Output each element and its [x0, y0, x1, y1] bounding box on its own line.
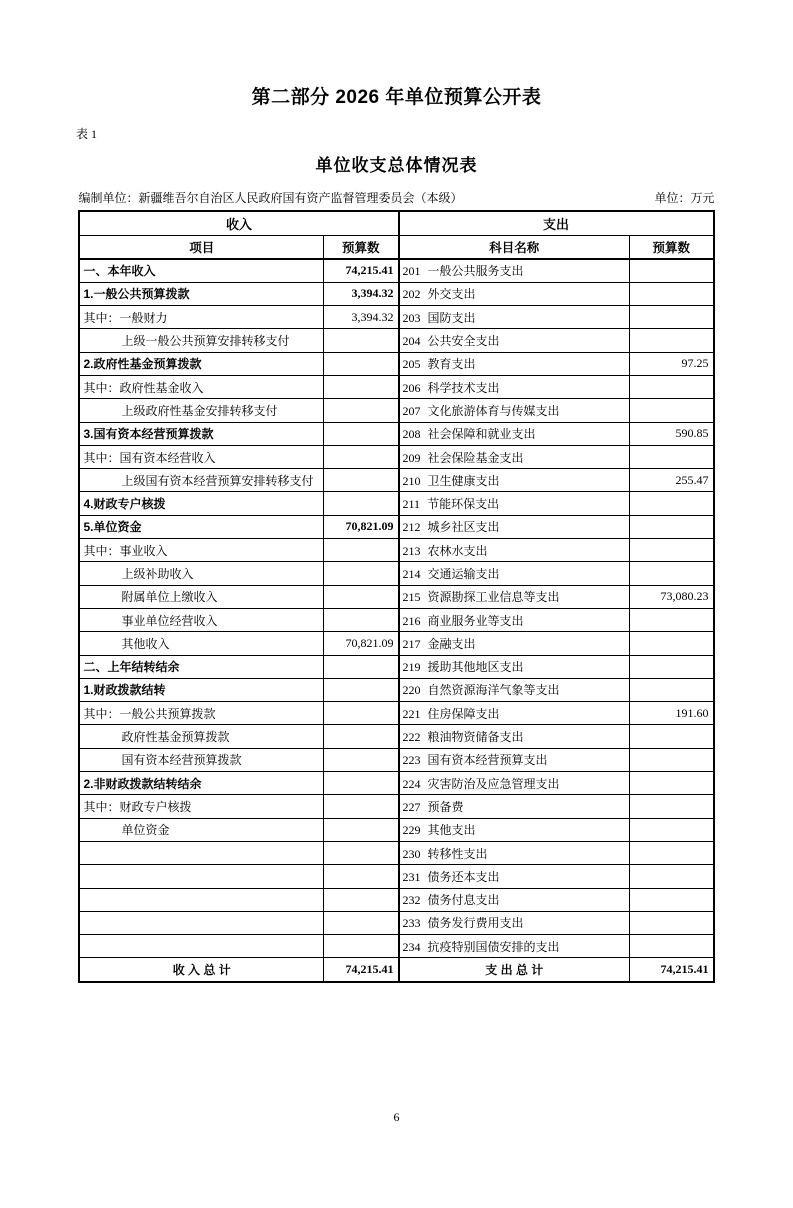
income-item-cell: 一、本年收入	[79, 259, 323, 282]
income-item-cell: 单位资金	[79, 818, 323, 841]
table-meta-row	[79, 190, 715, 206]
income-item-cell: 其中：政府性基金收入	[79, 375, 323, 398]
expense-subject-cell	[399, 492, 630, 515]
expense-amount-cell	[630, 818, 714, 841]
expense-name: 卫生健康支出	[427, 473, 500, 488]
expense-subject-cell	[399, 911, 630, 934]
income-item-cell: 其中：一般财力	[79, 306, 323, 329]
expense-code: 217	[402, 636, 421, 651]
income-section-header: 收入	[79, 211, 398, 235]
table-row	[79, 935, 713, 958]
income-amount-cell	[323, 585, 398, 608]
income-amount-cell	[323, 469, 398, 492]
expense-name: 住房保障支出	[427, 706, 500, 721]
expense-name: 债务还本支出	[427, 869, 500, 884]
income-amount-cell	[323, 935, 398, 958]
income-item-cell	[79, 841, 323, 864]
expense-name: 债务付息支出	[427, 893, 500, 908]
table-row	[79, 515, 713, 538]
table-row	[79, 702, 713, 725]
income-item-cell: 其他收入	[79, 632, 323, 655]
income-item-cell: 上级一般公共预算安排转移支付	[79, 329, 323, 352]
income-total-amount: 74,215.41	[323, 958, 398, 982]
table-row	[79, 655, 713, 678]
expense-subject-cell	[399, 795, 630, 818]
income-item-cell	[79, 865, 323, 888]
expense-subject-cell	[399, 352, 630, 375]
expense-subject-cell	[399, 562, 630, 585]
expense-name: 预备费	[427, 799, 464, 814]
expense-amount-cell	[630, 562, 714, 585]
table-row	[79, 329, 713, 352]
expense-code: 206	[402, 380, 421, 395]
income-amount-cell	[323, 375, 398, 398]
expense-code: 202	[402, 287, 421, 302]
table-row	[79, 888, 713, 911]
expense-code: 229	[402, 823, 421, 838]
expense-code: 227	[402, 799, 421, 814]
expense-subject-cell	[399, 306, 630, 329]
expense-total-label: 支 出 总 计	[399, 958, 630, 982]
expense-code: 203	[402, 310, 421, 325]
income-item-cell: 其中：国有资本经营收入	[79, 445, 323, 468]
table-row	[79, 818, 713, 841]
expense-code: 209	[402, 450, 421, 465]
expense-amount-cell	[630, 282, 714, 305]
expense-name: 商业服务业等支出	[427, 613, 524, 628]
table-row	[79, 352, 713, 375]
expense-amount-cell	[630, 865, 714, 888]
table-footer	[79, 958, 713, 982]
expense-name: 科学技术支出	[427, 380, 500, 395]
expense-subject-cell	[399, 632, 630, 655]
expense-code: 231	[402, 869, 421, 884]
income-amount-cell	[323, 492, 398, 515]
expense-code: 221	[402, 706, 421, 721]
expense-amount-cell	[630, 841, 714, 864]
income-item-cell: 1.财政拨款结转	[79, 678, 323, 701]
expense-code: 207	[402, 403, 421, 418]
income-amount-cell	[323, 678, 398, 701]
income-item-cell: 上级政府性基金安排转移支付	[79, 399, 323, 422]
expense-subject-cell	[399, 702, 630, 725]
expense-name: 粮油物资储备支出	[427, 730, 524, 745]
income-amount-cell	[323, 399, 398, 422]
expense-amount-cell	[630, 795, 714, 818]
table-row	[79, 306, 713, 329]
expense-code: 205	[402, 357, 421, 372]
expense-name: 转移性支出	[427, 846, 488, 861]
expense-name: 资源勘探工业信息等支出	[427, 590, 560, 605]
expense-code: 213	[402, 543, 421, 558]
expense-subject-cell	[399, 282, 630, 305]
expense-name: 国有资本经营预算支出	[427, 753, 548, 768]
expense-amount-cell	[630, 725, 714, 748]
table-row	[79, 445, 713, 468]
income-amount-cell: 74,215.41	[323, 259, 398, 282]
expense-subject-cell	[399, 725, 630, 748]
expense-subject-cell	[399, 259, 630, 282]
income-amount-cell	[323, 748, 398, 771]
column-header-expense-budget: 预算数	[630, 235, 714, 259]
expense-subject-cell	[399, 375, 630, 398]
section-header-row	[79, 211, 713, 235]
expense-subject-cell	[399, 469, 630, 492]
table-number-label: 表 1	[76, 127, 98, 141]
income-amount-cell: 70,821.09	[323, 632, 398, 655]
expense-code: 214	[402, 567, 421, 581]
table-row	[79, 678, 713, 701]
budget-summary-table	[78, 210, 714, 983]
expense-name: 社会保险基金支出	[427, 450, 524, 465]
expense-subject-cell	[399, 818, 630, 841]
expense-amount-cell	[630, 888, 714, 911]
table-row	[79, 911, 713, 934]
expense-code: 223	[402, 753, 421, 768]
expense-name: 自然资源海洋气象等支出	[427, 683, 560, 698]
page-number: 6	[393, 1110, 400, 1124]
table-row	[79, 585, 713, 608]
expense-amount-cell	[630, 539, 714, 562]
income-amount-cell	[323, 655, 398, 678]
expense-name: 金融支出	[427, 636, 476, 651]
income-item-cell: 事业单位经营收入	[79, 608, 323, 631]
expense-amount-cell	[630, 608, 714, 631]
expense-subject-cell	[399, 539, 630, 562]
table-row	[79, 748, 713, 771]
income-amount-cell	[323, 608, 398, 631]
expense-amount-cell	[630, 375, 714, 398]
expense-amount-cell	[630, 678, 714, 701]
table-row	[79, 795, 713, 818]
income-amount-cell	[323, 725, 398, 748]
table-row	[79, 865, 713, 888]
expense-amount-cell	[630, 306, 714, 329]
expense-name: 国防支出	[427, 310, 476, 325]
income-amount-cell	[323, 445, 398, 468]
expense-code: 233	[402, 916, 421, 931]
table-row	[79, 259, 713, 282]
expense-amount-cell	[630, 935, 714, 958]
table-row	[79, 469, 713, 492]
expense-code: 219	[402, 660, 421, 675]
expense-name: 农林水支出	[427, 543, 488, 558]
table-row	[79, 562, 713, 585]
income-amount-cell	[323, 422, 398, 445]
expense-code: 201	[402, 264, 421, 279]
income-item-cell: 其中：一般公共预算拨款	[79, 702, 323, 725]
column-header-row	[79, 235, 713, 259]
income-item-cell: 1.一般公共预算拨款	[79, 282, 323, 305]
expense-subject-cell	[399, 748, 630, 771]
expense-amount-cell: 97.25	[630, 352, 714, 375]
income-item-cell: 2.非财政拨款结转结余	[79, 772, 323, 795]
expense-name: 抗疫特别国债安排的支出	[427, 939, 560, 954]
expense-amount-cell	[630, 445, 714, 468]
expense-code: 204	[402, 334, 421, 349]
expense-subject-cell	[399, 678, 630, 701]
expense-amount-cell	[630, 329, 714, 352]
table-row	[79, 608, 713, 631]
expense-subject-cell	[399, 422, 630, 445]
income-item-cell: 上级国有资本经营预算安排转移支付	[79, 469, 323, 492]
income-item-cell: 4.财政专户核拨	[79, 492, 323, 515]
income-item-cell	[79, 911, 323, 934]
income-item-cell: 国有资本经营预算拨款	[79, 748, 323, 771]
expense-code: 222	[402, 730, 421, 745]
table-row	[79, 539, 713, 562]
total-row	[79, 958, 713, 982]
expense-name: 援助其他地区支出	[427, 660, 524, 675]
column-header-item: 项目	[79, 235, 323, 259]
income-amount-cell: 3,394.32	[323, 282, 398, 305]
expense-amount-cell	[630, 772, 714, 795]
income-item-cell: 其中：财政专户核拨	[79, 795, 323, 818]
expense-subject-cell	[399, 888, 630, 911]
expense-section-header: 支出	[399, 211, 714, 235]
expense-subject-cell	[399, 445, 630, 468]
expense-name: 交通运输支出	[427, 567, 500, 581]
expense-code: 208	[402, 427, 421, 442]
income-item-cell: 政府性基金预算拨款	[79, 725, 323, 748]
unit-note-label: 单位：万元	[654, 191, 715, 205]
table-row	[79, 632, 713, 655]
column-header-subject: 科目名称	[399, 235, 630, 259]
expense-name: 公共安全支出	[427, 334, 500, 349]
income-item-cell	[79, 935, 323, 958]
income-amount-cell	[323, 329, 398, 352]
table-row	[79, 375, 713, 398]
expense-subject-cell	[399, 655, 630, 678]
expense-subject-cell	[399, 585, 630, 608]
prepared-by-label: 编制单位：新疆维吾尔自治区人民政府国有资产监督管理委员会（本级）	[78, 191, 463, 205]
expense-amount-cell	[630, 492, 714, 515]
expense-subject-cell	[399, 329, 630, 352]
income-amount-cell	[323, 818, 398, 841]
expense-subject-cell	[399, 841, 630, 864]
expense-code: 224	[402, 776, 421, 791]
income-amount-cell	[323, 911, 398, 934]
table-row	[79, 422, 713, 445]
income-amount-cell	[323, 795, 398, 818]
expense-amount-cell	[630, 399, 714, 422]
expense-name: 外交支出	[427, 287, 476, 302]
expense-subject-cell	[399, 772, 630, 795]
table-row	[79, 399, 713, 422]
income-item-cell: 二、上年结转结余	[79, 655, 323, 678]
table-row	[79, 841, 713, 864]
expense-amount-cell	[630, 911, 714, 934]
income-amount-cell: 3,394.32	[323, 306, 398, 329]
table-title: 单位收支总体情况表	[315, 156, 478, 175]
income-total-label: 收 入 总 计	[79, 958, 323, 982]
income-amount-cell	[323, 702, 398, 725]
expense-amount-cell: 255.47	[630, 469, 714, 492]
expense-name: 其他支出	[427, 823, 476, 838]
expense-amount-cell: 191.60	[630, 702, 714, 725]
expense-subject-cell	[399, 935, 630, 958]
table-row	[79, 282, 713, 305]
expense-name: 社会保障和就业支出	[427, 427, 536, 442]
table-row	[79, 492, 713, 515]
income-amount-cell	[323, 888, 398, 911]
income-item-cell: 附属单位上缴收入	[79, 585, 323, 608]
expense-amount-cell	[630, 515, 714, 538]
income-amount-cell	[323, 865, 398, 888]
column-header-income-budget: 预算数	[323, 235, 398, 259]
income-amount-cell	[323, 539, 398, 562]
expense-name: 节能环保支出	[427, 497, 500, 512]
expense-subject-cell	[399, 608, 630, 631]
expense-subject-cell	[399, 515, 630, 538]
income-item-cell: 上级补助收入	[79, 562, 323, 585]
expense-amount-cell	[630, 259, 714, 282]
expense-code: 212	[402, 520, 421, 535]
page-title: 第二部分 2026 年单位预算公开表	[251, 87, 542, 108]
income-amount-cell: 70,821.09	[323, 515, 398, 538]
income-amount-cell	[323, 352, 398, 375]
expense-code: 215	[402, 590, 421, 605]
expense-code: 220	[402, 683, 421, 698]
expense-name: 文化旅游体育与传媒支出	[427, 403, 560, 418]
income-amount-cell	[323, 562, 398, 585]
expense-code: 230	[402, 846, 421, 861]
expense-amount-cell	[630, 655, 714, 678]
income-item-cell: 5.单位资金	[79, 515, 323, 538]
income-item-cell: 其中：事业收入	[79, 539, 323, 562]
table-row	[79, 725, 713, 748]
expense-name: 城乡社区支出	[427, 520, 500, 535]
expense-code: 210	[402, 473, 421, 488]
document-page	[0, 86, 793, 1208]
income-amount-cell	[323, 841, 398, 864]
expense-code: 211	[402, 497, 421, 512]
income-item-cell: 2.政府性基金预算拨款	[79, 352, 323, 375]
expense-name: 灾害防治及应急管理支出	[427, 776, 560, 791]
expense-total-amount: 74,215.41	[630, 958, 714, 982]
table-row	[79, 772, 713, 795]
expense-name: 教育支出	[427, 357, 476, 372]
table-body	[79, 259, 713, 958]
income-item-cell	[79, 888, 323, 911]
expense-amount-cell: 590.85	[630, 422, 714, 445]
expense-name: 一般公共服务支出	[427, 264, 524, 279]
table-header	[79, 211, 713, 259]
expense-amount-cell: 73,080.23	[630, 585, 714, 608]
income-amount-cell	[323, 772, 398, 795]
expense-subject-cell	[399, 865, 630, 888]
income-item-cell: 3.国有资本经营预算拨款	[79, 422, 323, 445]
expense-name: 债务发行费用支出	[427, 916, 524, 931]
expense-code: 216	[402, 613, 421, 628]
expense-code: 232	[402, 893, 421, 908]
expense-code: 234	[402, 939, 421, 954]
expense-subject-cell	[399, 399, 630, 422]
expense-amount-cell	[630, 632, 714, 655]
expense-amount-cell	[630, 748, 714, 771]
